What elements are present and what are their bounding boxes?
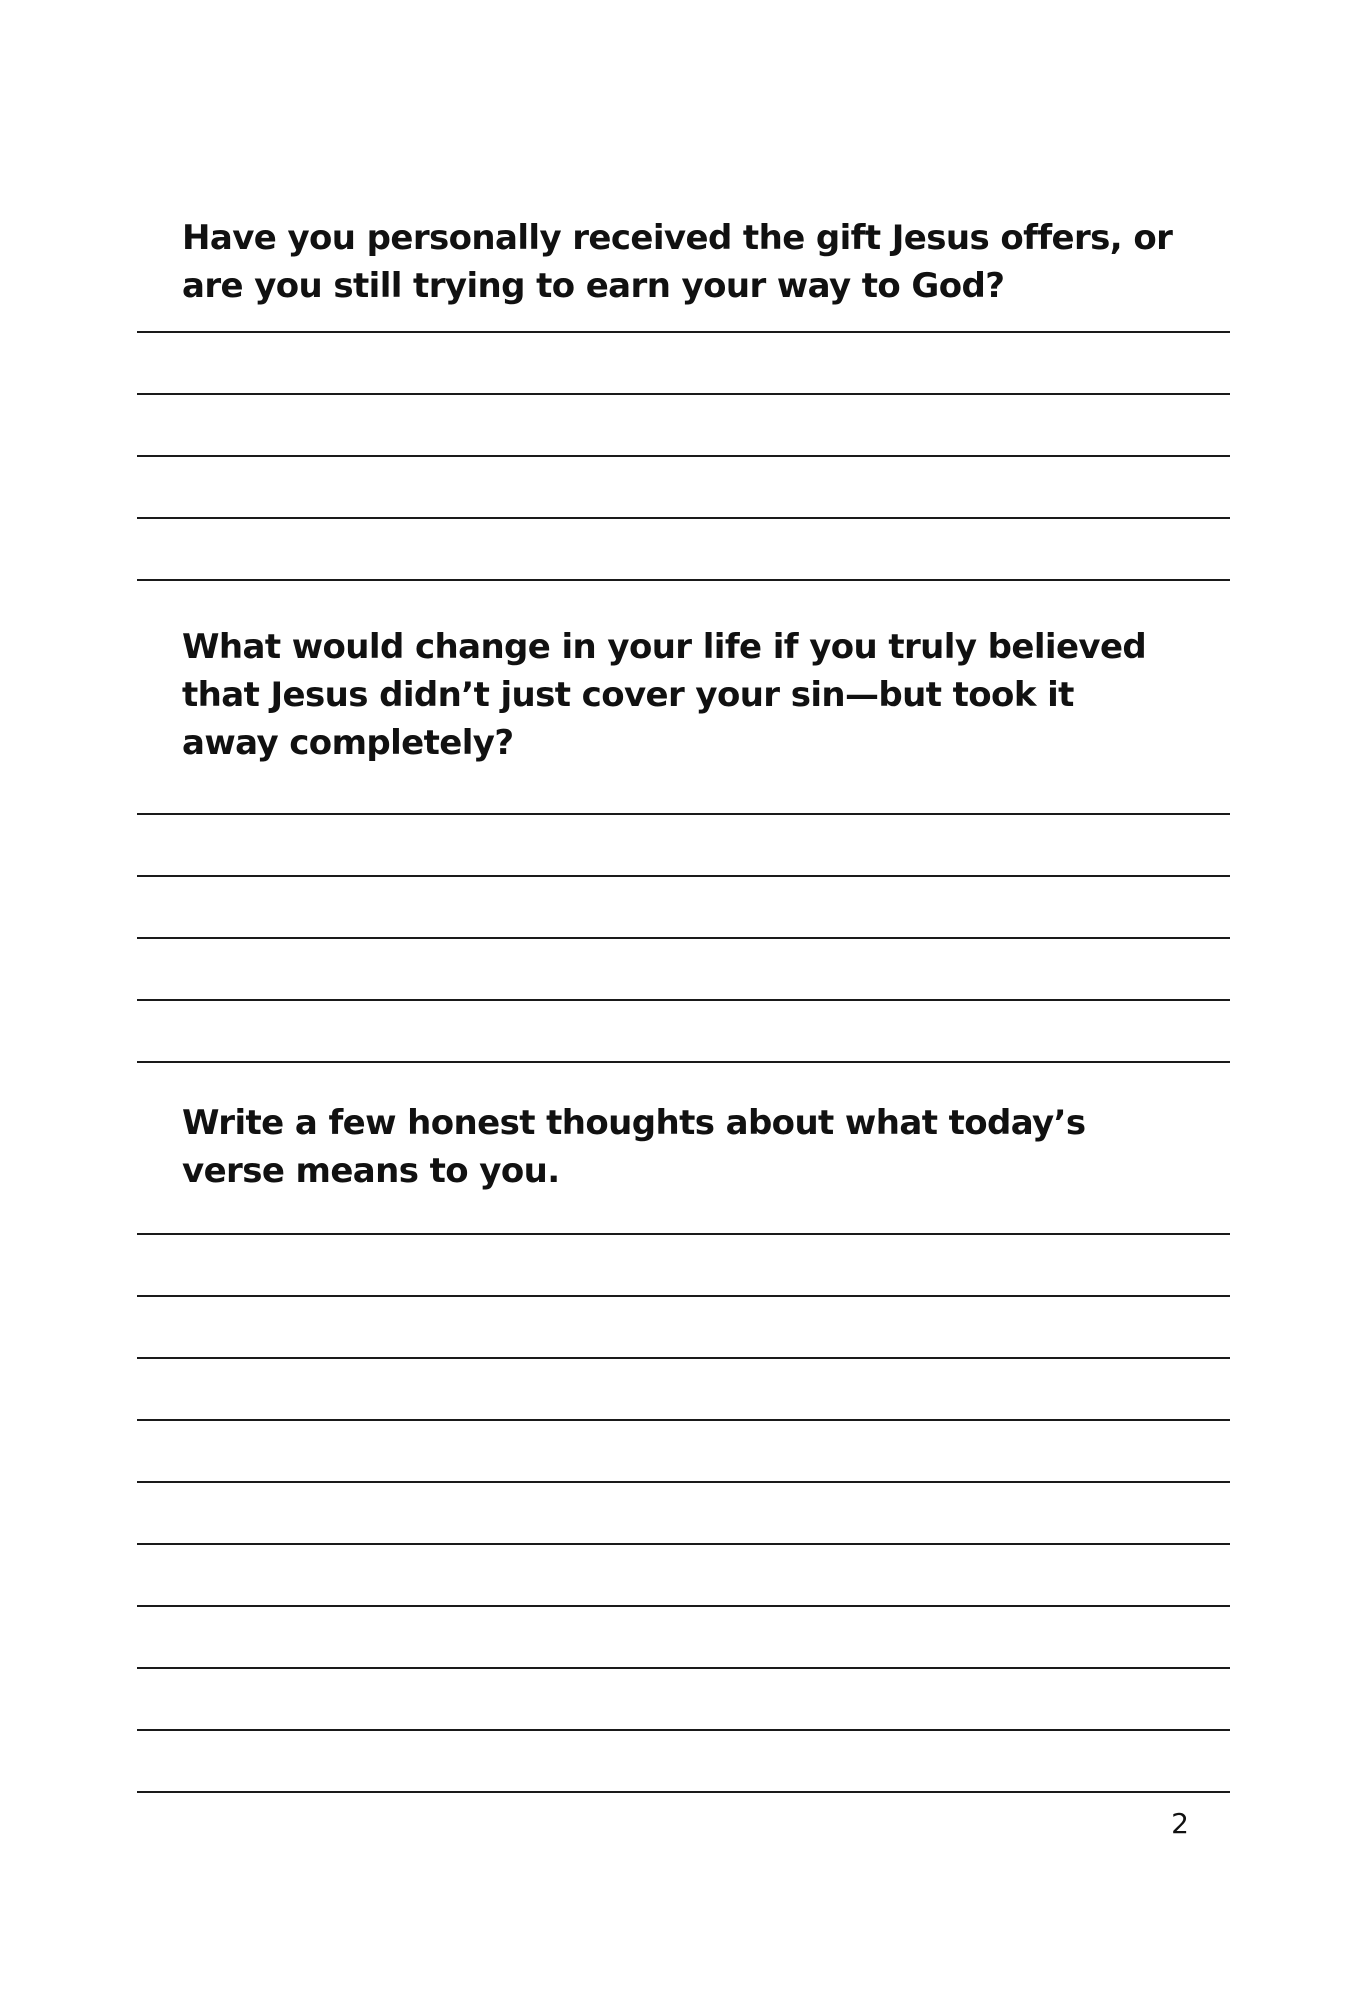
writing-line: [137, 1061, 1230, 1063]
writing-line: [137, 1543, 1230, 1545]
writing-line: [137, 331, 1230, 333]
writing-line: [137, 1481, 1230, 1483]
writing-line: [137, 455, 1230, 457]
question-1-line-2: are you still trying to earn your way to God?: [182, 266, 1005, 306]
question-2-line-2: that Jesus didn’t just cover your sin—but took it: [182, 675, 1074, 715]
writing-line: [137, 1357, 1230, 1359]
writing-line: [137, 579, 1230, 581]
writing-line: [137, 393, 1230, 395]
question-2-line-3: away completely?: [182, 723, 514, 763]
writing-line: [137, 1295, 1230, 1297]
question-2: [182, 623, 1147, 767]
writing-line: [137, 1667, 1230, 1669]
question-3-line-1: Write a few honest thoughts about what today’s: [182, 1103, 1086, 1143]
writing-line: [137, 517, 1230, 519]
writing-line: [137, 1233, 1230, 1235]
writing-line: [137, 1729, 1230, 1731]
page-number: 2: [1171, 1807, 1189, 1840]
question-1-line-1: Have you personally received the gift Jesus offers, or: [182, 218, 1173, 258]
writing-line: [137, 1419, 1230, 1421]
writing-line: [137, 813, 1230, 815]
writing-line: [137, 999, 1230, 1001]
question-3: [182, 1099, 1142, 1195]
question-3-line-2: verse means to you.: [182, 1151, 560, 1191]
writing-line: [137, 1791, 1230, 1793]
writing-line: [137, 937, 1230, 939]
question-1: [182, 214, 1173, 310]
writing-line: [137, 875, 1230, 877]
question-2-line-1: What would change in your life if you truly believed: [182, 627, 1147, 667]
writing-line: [137, 1605, 1230, 1607]
